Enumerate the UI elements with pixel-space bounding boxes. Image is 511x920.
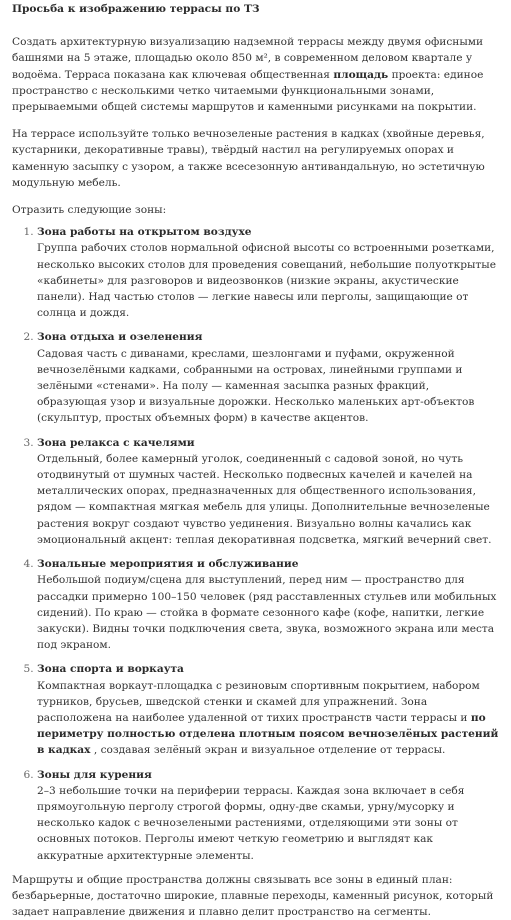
plants-paragraph: На террасе используйте только вечнозеленые растения в кадках (хвойные деревья, кустарники, декоративные травы), твёрдый настил на регулируемых опорах и каменную засыпку с узором, а также всесезонную антивандальную, но эстетичную модульную мебель. [12,128,485,189]
zone-text: 2–3 небольшие точки на периферии террасы. Каждая зона включает в себя прямоугольную перголу строгой формы, одну-две скамьи, урну/мусорку и несколько кадок с вечнозелеными растениями, отделяющими эти зоны от основных потоков. Перголы имеют четкую геометрию и выглядят как аккуратные архитектурные элементы. [37,784,465,862]
zone-title: 1. Зона работы на открытом воздухе [37,226,252,239]
list-item-zone-3 [37,435,499,548]
zone-title: 4. Зональные мероприятия и обслуживание [37,558,299,571]
intro-bold-word: площадь [333,68,389,81]
closing-paragraph: Маршруты и общие пространства должны связывать все зоны в единый план: безбарьерные, достаточно широкие, плавные переходы, каменный рисунок, который задает направление движения и плавно делит пространство на сегменты. [12,873,494,919]
zone-text: Садовая часть с диванами, креслами, шезлонгами и пуфами, окруженной вечнозелёными кадками, собранными на островах, линейными группами и зелёными «стенами». На полу — каменная засыпка разных фракций, образующая узор и визуальные дорожки. Несколько маленьких арт-объектов (скульптур, простых объемных форм) в качестве акцентов. [37,347,475,425]
intro-text-2: проекта: единое пространство с несколькими четко читаемыми функциональными зонами, прерываемыми общей системы маршрутов и каменными рисунками на покрытии. [12,68,484,114]
zones-list [12,224,499,864]
zone-text-after: , создавая зелёный экран и визуальное отделение от террасы. [90,744,446,757]
zone-text-before: Компактная воркаут-площадка с резиновым спортивным покрытием, набором турников, брусьев, шведской стенки и скамей для упражнений. Зона расположена на наиболее удаленной от тихих пространств части террасы и [37,679,480,724]
list-item-zone-4 [37,556,499,653]
zones-lead: Отразить следующие зоны: [12,204,167,217]
zone-text: Группа рабочих столов нормальной офисной высоты со встроенными розетками, несколько высоких столов для проведения совещаний, небольшие полуоткрытые «кабинеты» для разговоров и видеозвонков (низкие экраны, акустические панели). Над частью столов — легкие навесы или перголы, защищающие от солнца и дождя. [37,242,496,320]
list-item-zone-5 [37,661,499,758]
list-item-zone-2 [37,329,499,426]
intro-paragraph [12,34,499,115]
zone-title: 6. Зоны для курения [37,768,152,781]
zone-text: Небольшой подиум/сцена для выступлений, перед ним — пространство для рассадки примерно 100–150 человек (ряд расставленных стульев или мобильных сидений). По краю — стойка в формате сезонного кафе (кофе, напитки, легкие закуски). Видны точки подключения света, звука, возможного экрана или места под экраном. [37,574,497,652]
zone-text-bold: по периметру полностью отделена плотным поясом вечнозелёных растений в кадках [37,711,499,757]
list-item-zone-6 [37,767,499,864]
list-item-zone-1 [37,224,499,321]
document-title: Просьба к изображению террасы по ТЗ [12,3,260,15]
intro-text-1: Создать архитектурную визуализацию надземной террасы между двумя офисными башнями на 5 этаже, площадью около 850 м², в современном деловом квартале у водоёма. Терраса показана как ключевая общественная [12,36,484,81]
zone-title: 3. Зона релакса с качелями [37,436,195,449]
zone-text: Отдельный, более камерный уголок, соединенный с садовой зоной, но чуть отодвинутый от шумных частей. Несколько подвесных качелей и качелей на металлических опорах, предназначенных для общественного использования, рядом — компактная мягкая мебель для улицы. Дополнительные вечнозеленые растения вокруг создают чувство уединения. Визуально волны качались как эмоциональный акцент: теплая декоративная подсветка, мягкий вечерний свет. [37,452,492,546]
zone-title: 2. Зона отдыха и озеленения [37,331,203,344]
zone-title: 5. Зона спорта и воркаута [37,663,184,676]
